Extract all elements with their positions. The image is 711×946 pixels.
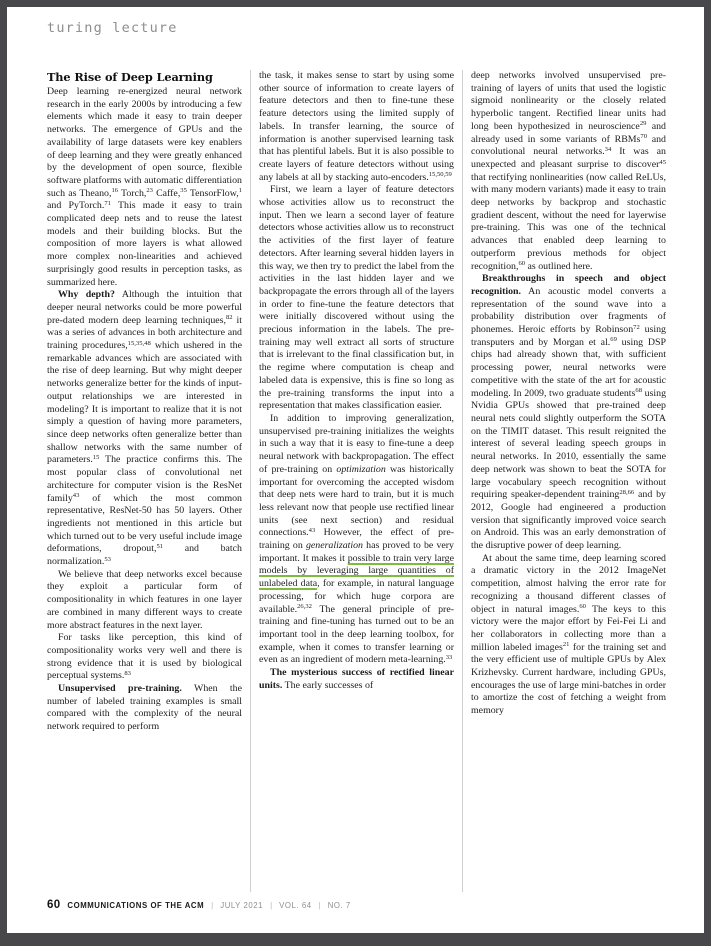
citation-reference: 21: [562, 641, 570, 649]
section-kicker: turing lecture: [47, 20, 178, 36]
citation-reference: 60: [579, 603, 586, 611]
citation-reference: 72: [633, 323, 640, 331]
citation-reference: 33: [445, 653, 453, 661]
citation-reference: 83: [124, 669, 131, 677]
body-text: An acoustic model converts a representation of the sound wave into a probability distribution over fragments of phonemes. Heroic efforts by Robinson: [471, 285, 666, 336]
citation-reference: 26,32: [297, 603, 312, 611]
paragraph: [47, 569, 242, 633]
citation-reference: 82: [225, 314, 233, 322]
body-text: and batch normalization.: [47, 543, 242, 568]
body-text: This made it easy to train complicated deep nets and to reuse the latest models and their building blocks. But the composition of more layers is what allowed more complex non-linearities and achieved surprisingly good results in perception tasks, as summarized here.: [47, 200, 242, 288]
citation-reference: 23: [146, 187, 153, 195]
body-text: that rectifying nonlinearities (now called ReLUs, with many modern variants) made it easy to train deep networks by backprop and stochastic gradient descent, without the need for layerwise pre-training. This was one of the technical advances that enabled deep learning to outperform previous methods for object recognition,: [471, 171, 666, 272]
body-text: The keys to this victory were the major effort by Fei-Fei Li and her collaborators in collecting more than a million labeled images: [471, 603, 666, 653]
body-text: and already used in some variants of RBMs: [471, 120, 666, 145]
body-text: In addition to improving generalization, unsupervised pre-training initializes the weights in such a way that it is easy to fine-tune a deep neural network with backpropagation. The effect of pre-training on: [259, 412, 454, 475]
body-text: of which the most common representative, ResNet-50 has 50 layers. Other ingredients not mentioned in this article but which turned out to be very useful include image deformations, dropout,: [47, 492, 242, 555]
citation-reference: 34: [604, 145, 612, 153]
column-1: [47, 70, 242, 892]
citation-reference: 68: [635, 387, 642, 395]
paragraph: [259, 184, 454, 413]
body-text: using DSP chips had already shown that, with sufficient processing power, neural networks were competitive with the state of the art for acoustic modeling. In 2009, two graduate students: [471, 336, 666, 399]
body-text: TensorFlow,: [186, 187, 239, 199]
body-text: For tasks like perception, this kind of compositionality works very well and there is strong evidence that it is used by biological perceptual systems.: [47, 632, 242, 682]
issue-date: JULY 2021: [220, 901, 264, 910]
run-in-subheading: Breakthroughs in speech and object recognition.: [471, 273, 666, 297]
body-text: Caffe,: [152, 187, 181, 199]
page-footer: [47, 899, 351, 911]
citation-reference: 69: [610, 336, 617, 344]
body-text: First, we learn a layer of feature detectors whose activities allow us to reconstruct the input. Then we learn a second layer of feature detectors whose activities allow us to reconstruct the activities of the first layer of feature detectors. After learning several hidden layers in this way, we then try to predict the label from the activities in the last hidden layer and we backpropagate the errors through all of the layers in order to fine-tune the feature detectors that were initially discovered without using the precious information in the labels. The pre-training may well extract all sorts of structure that is irrelevant to the final classification but, in the regime where computation is cheap and labeled data is expensive, this is fine so long as the pre-training transforms the input into a representation that makes classification easier.: [259, 184, 454, 412]
body-text: it was a series of advances in both architecture and training procedures,: [47, 314, 242, 352]
body-text: as outlined here.: [525, 260, 593, 272]
paragraph: [47, 683, 242, 734]
run-in-subheading: Unsupervised pre-training.: [58, 683, 182, 695]
column-2: [250, 70, 454, 892]
paragraph: [259, 70, 454, 184]
paragraph: [471, 70, 666, 273]
body-text: The early successes of: [282, 679, 374, 691]
body-text: using Nvidia GPUs showed that pre-trained deep neural nets could slightly outperform the SOTA on the TIMIT dataset. This result reignited the interest of several leading speech groups in neural networks. In 2010, essentially the same deep network was shown to beat the SOTA for large vocabulary speech recognition without requiring speaker-dependent training: [471, 387, 666, 501]
citation-reference: 51: [156, 542, 164, 550]
body-text: which ushered in the remarkable advances which are associated with the rise of deep learning. But why might deeper networks generalize better for the kinds of input-output relationships we are interested in modeling? It is important to realize that it is not simply a question of having more parameters, since deep networks often generalize better than shallow networks with the same number of parameters.: [47, 340, 242, 466]
body-text: deep networks involved unsupervised pre-training of layers of units that used the logistic sigmoid nonlinearity or the closely related hyperbolic tangent. Rectified linear units had long been hypothesized in neuroscience: [471, 70, 666, 132]
body-text: using transputers and by Morgan et al.: [471, 324, 666, 348]
issue-number-label: NO. 7: [327, 901, 351, 910]
body-text: optimization: [336, 463, 386, 475]
highlighted-annotation-text[interactable]: possible to train very large models by leveraging large quantities of unlabeled data: [259, 552, 454, 590]
body-text: and convolutional neural networks.: [471, 133, 666, 158]
paragraph: [471, 553, 666, 718]
body-text: generalization: [305, 540, 363, 552]
paragraph: [471, 273, 666, 552]
citation-reference: 43: [308, 526, 316, 534]
paragraph: [47, 289, 242, 568]
citation-reference: 60: [518, 260, 526, 268]
section-heading: [47, 70, 242, 84]
citation-reference: 71: [104, 199, 111, 207]
volume-label: VOL. 64: [279, 901, 312, 910]
citation-reference: 15,50,59: [428, 171, 452, 179]
body-text: The practice confirms this. The most popular class of convolutional net architecture for computer vision is the ResNet family: [47, 454, 242, 504]
body-text: When the number of labeled training examples is small compared with the complexity of the neural network required to perform: [47, 683, 242, 733]
body-text: and by 2012, Google had engineered a production version that significantly improved voice search on Android. This was an early demonstration of the disruptive power of deep learning.: [471, 489, 666, 552]
journal-name: COMMUNICATIONS OF THE ACM: [67, 901, 205, 910]
citation-reference: 43: [72, 492, 80, 500]
citation-reference: 1: [238, 187, 242, 195]
body-text: However, the effect of pre-training on: [259, 527, 454, 552]
body-text: The Rise of Deep Learning: [47, 70, 213, 84]
body-text: and PyTorch.: [47, 200, 105, 212]
body-text: , for example, in natural language processing, for which huge corpora are available.: [259, 578, 454, 615]
article-page: [7, 7, 704, 933]
run-in-subheading: The mysterious success of rectified linear units.: [259, 667, 454, 691]
run-in-subheading: Why depth?: [58, 289, 115, 301]
citation-reference: 53: [104, 555, 111, 563]
body-text: Torch,: [118, 187, 147, 199]
paragraph: [259, 413, 454, 667]
body-text: It was an unexpected and pleasant surprise to discover: [471, 146, 666, 170]
column-3: [462, 70, 666, 892]
body-text: was historically important for overcoming the accepted wisdom that deep nets were hard to train, but it is much less relevant now that people use rectified linear units (see next section) and residual connections.: [259, 463, 454, 539]
body-text: for the training set and the very efficient use of multiple GPUs by Alex Krizhevsky. Current hardware, including GPUs, encourages the use of large mini-batches in order to amortize the cost of fetching a weight from memory: [471, 641, 666, 717]
body-text: We believe that deep networks excel because they exploit a particular form of compositionality in which features in one layer are combined in many different ways to create more abstract features in the next layer.: [47, 568, 242, 631]
body-text: Although the intuition that deeper neural networks could be more powerful pre-dated modern deep learning techniques,: [47, 289, 242, 326]
citation-reference: 35: [180, 187, 187, 195]
footer-separator: |: [318, 901, 321, 910]
citation-reference: 15: [92, 454, 100, 461]
paragraph: [47, 632, 242, 683]
paragraph: [259, 667, 454, 692]
body-text: the task, it makes sense to start by using some other source of information to create layers of feature detectors and then to fine-tune these feature detectors using the limited supply of labels. In transfer learning, the source of information is another supervised learning task that has plentiful labels. But it is also possible to create layers of feature detectors without using any labels at all by stacking auto-encoders.: [259, 70, 454, 183]
paragraph: [47, 86, 242, 289]
page-number: 60: [47, 899, 61, 911]
footer-separator: |: [270, 901, 273, 910]
body-text: At about the same time, deep learning scored a dramatic victory in the 2012 ImageNet competition, almost halving the error rate for recognizing a thousand different classes of object in natural images.: [471, 552, 666, 615]
citation-reference: 70: [640, 133, 647, 141]
body-text: Deep learning re-energized neural network research in the early 2000s by introducing a few elements which made it easy to train deeper networks. The emergence of GPUs and the availability of large datasets were key enablers of deep learning and they were greatly enhanced by the development of open source, flexible software platforms with automatic differentiation such as Theano,: [47, 86, 242, 199]
citation-reference: 29: [639, 120, 647, 128]
body-text: has proved to be very important. It makes it: [259, 540, 454, 564]
citation-reference: 28,66: [619, 488, 635, 496]
footer-separator: |: [211, 901, 214, 910]
body-text: The general principle of pre-training and fine-tuning has turned out to be an important tool in the deep learning toolbox, for example, when it comes to transfer learning or even as an ingredient of modern meta-learning.: [259, 603, 454, 666]
citation-reference: 45: [659, 158, 666, 166]
citation-reference: 15,35,48: [127, 339, 151, 347]
citation-reference: 16: [111, 187, 119, 195]
article-columns: [47, 70, 666, 892]
